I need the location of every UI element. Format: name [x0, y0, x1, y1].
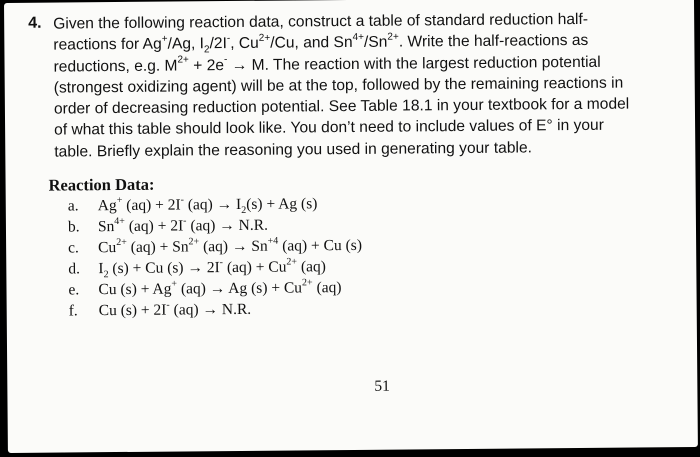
question-line: reductions, e.g. $M^{2+} + 2e^- \to M$. The reaction with the largest reduction potential: [53, 53, 601, 76]
reaction-item: [69, 298, 363, 322]
question-line: table. Briefly explain the reasoning you used in generating your table.: [54, 139, 533, 161]
question-line: order of decreasing reduction potential. See Table 18.1 in your textbook for a model: [53, 95, 630, 118]
question-line: Given the following reaction data, construct a table of standard reduction half-: [53, 10, 589, 33]
textbook-page: [4, 0, 698, 453]
reaction-equation: $I_2$ (s) + Cu (s) → 2I- $(aq) + Cu^{2+}$ (aq): [98, 256, 326, 281]
question-line: (strongest oxidizing agent) will be at the top, followed by the remaining reactions in: [53, 74, 624, 97]
reaction-data-heading: Reaction Data:: [48, 174, 155, 195]
page-number: 51: [374, 377, 390, 395]
question-line: of what this table should look like. You don’t need to include values of E° in your: [54, 117, 604, 140]
question-line: reactions for Ag+/Ag, $I_2/2I^-$, $Cu^{2+}/Cu$, and $Sn^{4+}/Sn^{2+}$. Write the half-reactions as: [53, 31, 589, 56]
reaction-item: [68, 214, 362, 238]
reaction-item: [68, 193, 362, 217]
reaction-label: c.: [68, 239, 79, 257]
reaction-label: a.: [67, 197, 79, 215]
reaction-item: [68, 277, 362, 301]
question-text: [53, 8, 669, 162]
reaction-equation: $Cu^{2+}$ $(aq) + Sn^{2+}$ $(aq) \to Sn^{+4}$ (aq) + Cu (s): [98, 235, 363, 257]
question-number: 4.: [28, 14, 42, 32]
reaction-item: [68, 256, 362, 280]
reaction-item: [68, 235, 362, 259]
reaction-label: e.: [68, 281, 80, 299]
reaction-equation: Ag+ (aq) + 2I- $(aq) \to I_2(s) + Ag$ (s): [97, 194, 318, 217]
reaction-equation: Cu (s) + 2I- (aq) → N.R.: [98, 299, 252, 320]
reaction-label: d.: [68, 260, 81, 278]
reaction-label: f.: [68, 302, 78, 320]
reaction-label: b.: [67, 218, 80, 236]
reaction-equation: Cu (s) + Ag+ (aq) → Ag $(s) + Cu^{2+}$ (aq): [98, 277, 342, 299]
reaction-list: [68, 193, 363, 322]
reaction-equation: $Sn^{4+}$ (aq) + 2I- (aq) → N.R.: [97, 215, 268, 236]
